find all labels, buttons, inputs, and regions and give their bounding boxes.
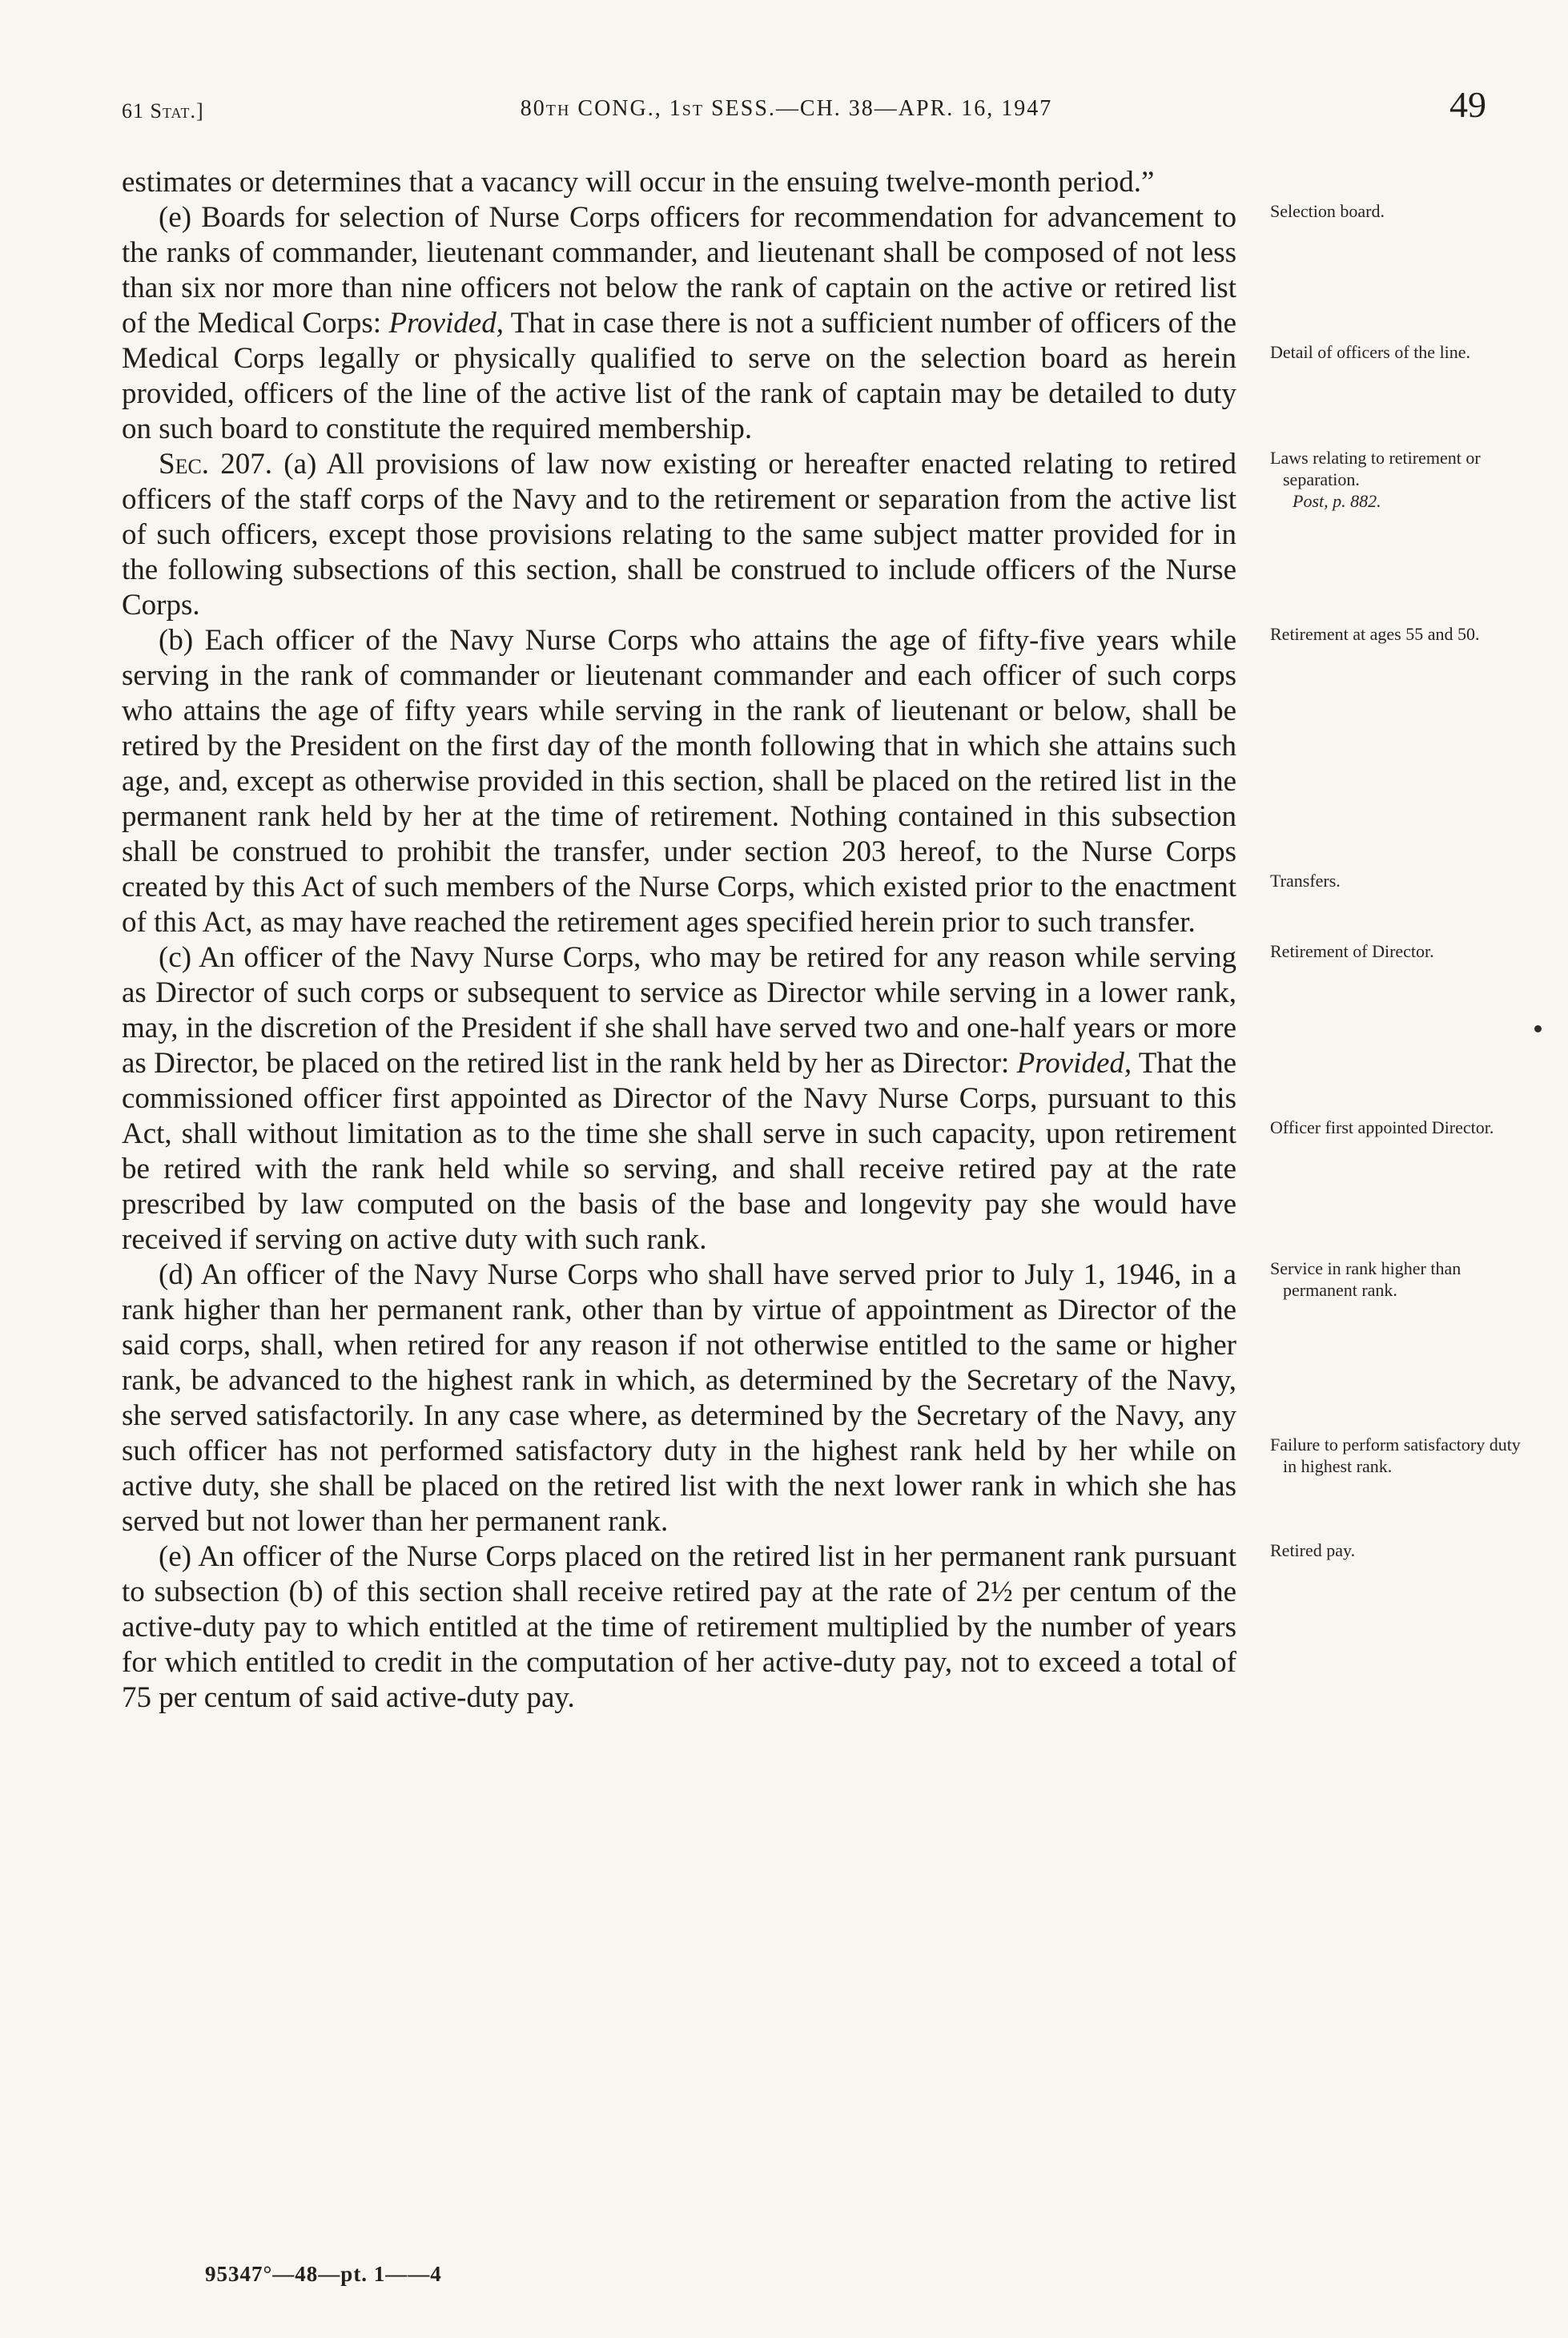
- paragraph-text: (a) All provisions of law now existing or hereafter enacted relating to retired officers of the staff corps of the Navy and to the retirement or separation from the active list of such officers, except those provisions relating to the same subject matter provided for in the following subsections of this section, shall be construed to include officers of the Nurse Corps.: [122, 448, 1236, 622]
- sidenote-text: Officer first appointed Director.: [1270, 1117, 1494, 1137]
- section-207-e: [122, 1539, 1236, 1716]
- section-207-a: [122, 447, 1236, 623]
- sidenote-officer-first-appointed: [1270, 1117, 1523, 1138]
- statute-volume-citation: 61 Stat.]: [122, 99, 204, 123]
- section-207-b: [122, 623, 1236, 940]
- page-number: 49: [1449, 84, 1486, 125]
- paragraph-e-selection-boards-row: [122, 200, 1471, 447]
- paragraph-e-selection-boards: [122, 200, 1236, 447]
- section-207-a-row: [122, 447, 1481, 623]
- paragraph-text: (e) An officer of the Nurse Corps placed on the retired list in her permanent rank pursuant to subsection (b) of this section shall receive retired pay at the rate of 2½ per centum of the active-duty pay to which entitled at the time of retirement multiplied by the number of years for which entitled to credit in the computation of her active-duty pay, not to exceed a total of 75 per centum of said active-duty pay.: [122, 1540, 1236, 1714]
- proviso-term: Provided,: [1016, 1047, 1132, 1080]
- sidenote-text: Detail of officers of the line.: [1270, 342, 1471, 362]
- paragraph-text: That in case there is not a sufficient number of officers of the Medical Corps legally or physically qualified to serve on the selection board as herein provided, officers of the line of the active list of the rank of captain may be detailed to duty on such board to constitute the required membership.: [122, 307, 1236, 445]
- ink-spot: [1534, 1025, 1542, 1032]
- paragraph-text: (d) An officer of the Navy Nurse Corps who shall have served prior to July 1, 1946, in a rank higher than her permanent rank, other than by virtue of appointment as Director of the said corps, shall, when retired for any reason if not otherwise entitled to the same or higher rank, be advanced to the highest rank in which, as determined by the Secretary of the Navy, she served satisfactorily. In any case where, as determined by the Secretary of the Navy, any such officer has not performed satisfactory duty in the highest rank held by her while on active duty, she shall be placed on the retired list with the next lower rank in which she has served but not lower than her permanent rank.: [122, 1258, 1236, 1538]
- paragraph-text: That the commissioned officer first appointed as Director of the Navy Nurse Corps, pursuant to this Act, shall without limitation as to the time she shall serve in such capacity, upon retirement be retired with the rank held while so serving, and shall receive retired pay at the rate prescribed by law computed on the basis of the base and longevity pay she would have received if serving on active duty with such rank.: [122, 1047, 1236, 1256]
- section-207-c: [122, 940, 1236, 1258]
- sidenote-text: Laws relating to retirement or separation.: [1270, 448, 1481, 489]
- sidenote-transfers: [1270, 870, 1523, 891]
- section-207-e-row: [122, 1539, 1356, 1716]
- sidenote-text: Service in rank higher than permanent rank.: [1270, 1258, 1461, 1300]
- sidenote-text: Retirement of Director.: [1270, 941, 1434, 961]
- sidenote-detail-of-officers: [1270, 341, 1523, 363]
- paragraph-continuation: [122, 165, 1236, 200]
- sidenote-service-in-higher-rank: [1270, 1258, 1523, 1301]
- sidenote-text: Failure to perform satisfactory duty in highest rank.: [1270, 1435, 1521, 1476]
- page-header: [122, 84, 1491, 146]
- sidenote-text: Selection board.: [1270, 201, 1385, 221]
- paragraph-text: estimates or determines that a vacancy will occur in the ensuing twelve-month period.”: [122, 166, 1155, 199]
- sidenote-text: Retired pay.: [1270, 1540, 1356, 1560]
- sidenote-retirement-of-director: [1270, 940, 1523, 962]
- sidenote-text: Retirement at ages 55 and 50.: [1270, 624, 1480, 644]
- section-207-d-row: [122, 1258, 1521, 1539]
- paragraph-text: (e) Boards for selection of Nurse Corps officers for recommendation for advancement to the ranks of commander, lieutenant commander, and lieutenant shall be composed of not less than six nor more than nine officers not below the rank of captain on the active or retired list of the Medical Corps:: [122, 201, 1236, 340]
- paragraph-text: (c) An officer of the Navy Nurse Corps, who may be retired for any reason while serving as Director of such corps or subsequent to service as Director while serving in a lower rank, may, in the discretion of the President if she shall have served two and one-half years or more as Director, be placed on the retired list in the rank held by her as Director:: [122, 941, 1236, 1080]
- sidenote-selection-board: [1270, 200, 1523, 222]
- section-207-d: [122, 1258, 1236, 1539]
- paragraph-continuation-row: [122, 165, 1236, 200]
- sidenote-laws-relating: [1270, 447, 1523, 512]
- section-207-b-row: [122, 623, 1480, 940]
- proviso-term: Provided,: [388, 307, 504, 340]
- section-207-c-row: [122, 940, 1494, 1258]
- section-number: Sec. 207.: [159, 448, 273, 481]
- statute-text-column: [122, 165, 1521, 1716]
- sidenote-retirement-ages: [1270, 623, 1523, 645]
- paragraph-text: (b) Each officer of the Navy Nurse Corps who attains the age of fifty-five years while serving in the rank of commander or lieutenant commander and each officer of such corps who attains the age of fifty years while serving in the rank of lieutenant or below, shall be retired by the President on the first day of the month following that in which she attains such age, and, except as otherwise provided in this section, shall be placed on the retired list in the permanent rank held by her at the time of retirement. Nothing contained in this subsection shall be construed to prohibit the transfer, under section 203 hereof, to the Nurse Corps created by this Act of such members of the Nurse Corps, which existed prior to the enactment of this Act, as may have reached the retirement ages specified herein prior to such transfer.: [122, 624, 1236, 939]
- congress-session-heading: 80th CONG., 1st SESS.—CH. 38—APR. 16, 1947: [520, 96, 1053, 121]
- sidenote-citation: Post, p. 882.: [1293, 491, 1381, 511]
- sidenote-text: Transfers.: [1270, 871, 1341, 891]
- sidenote-failure-to-perform: [1270, 1434, 1523, 1477]
- sidenote-retired-pay: [1270, 1539, 1523, 1561]
- printer-imprint: 95347°—48—pt. 1——4: [205, 2262, 442, 2286]
